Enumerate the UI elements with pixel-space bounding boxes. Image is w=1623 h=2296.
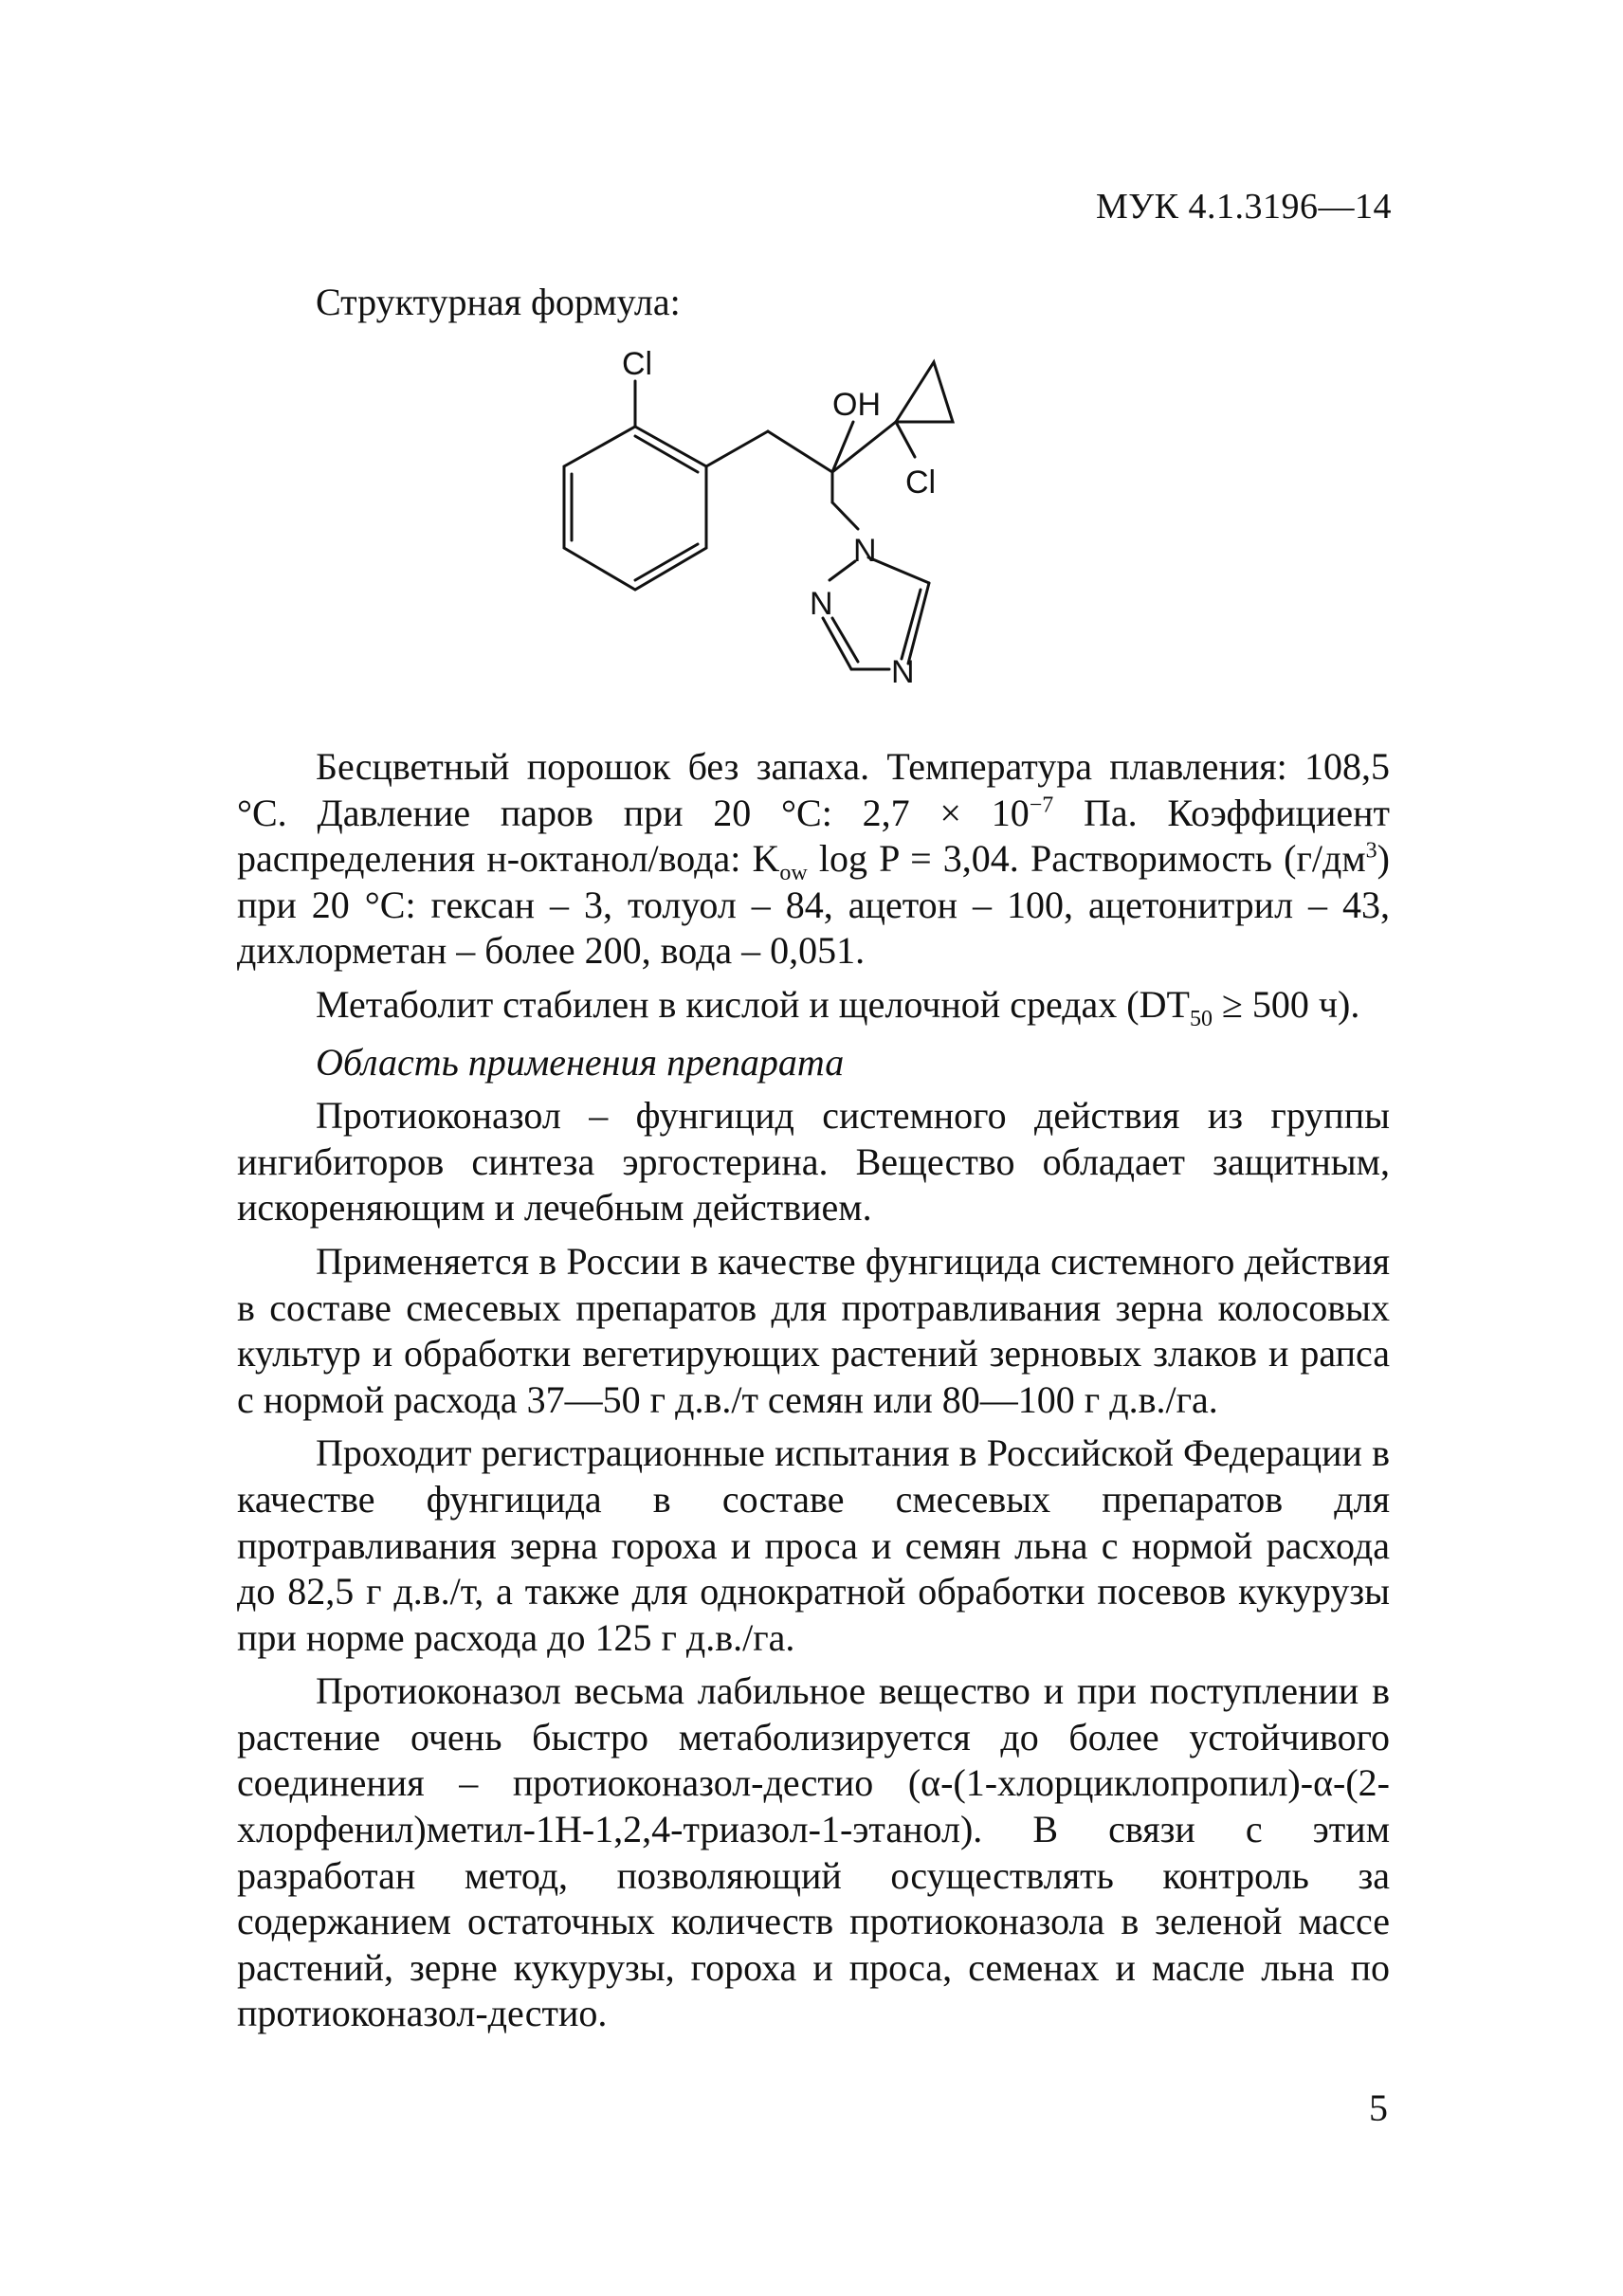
atom-n1: N bbox=[853, 533, 877, 569]
atom-oh: OH bbox=[832, 387, 881, 423]
body-text bbox=[237, 744, 1390, 2037]
structural-formula-label: Структурная формула: bbox=[316, 281, 681, 323]
structure-bonds bbox=[564, 362, 953, 669]
atom-cl-right: Cl bbox=[905, 465, 937, 501]
atom-n2: N bbox=[810, 586, 833, 622]
document-code: МУК 4.1.3196—14 bbox=[1095, 187, 1392, 227]
section-heading: Область применения препарата bbox=[316, 1040, 845, 1084]
properties-paragraph: Бесцветный порошок без запаха. Температура плавления: 108,5 °С. Давление паров при 20 °С: $2,7 \times 10^{-7}$ Па. Коэффициент распределения н-октанол/вода: $K_{ow}$ log P = 3,04. Растворимость $(г/дм^3)$ при 20 °С: гексан – 3, толуол – 84, ацетон – 100, ацетонитрил – 43, дихлорметан – более 200, вода – 0,051. bbox=[237, 745, 1390, 973]
paragraph-fungicide: Протиоконазол – фунгицид системного действия из группы ингибиторов синтеза эргостерина. Вещество обладает защитным, искореняющим и лечебным действием. bbox=[237, 1094, 1390, 1230]
paragraph-registration: Проходит регистрационные испытания в Российской Федерации в качестве фунгицида в составе смесевых препаратов для протравливания зерна гороха и проса и семян льна с нормой расхода до 82,5 г д.в./т, а также для однократной обработки посевов кукурузы при норме расхода до 125 г д.в./га. bbox=[237, 1431, 1390, 1659]
page-number: 5 bbox=[1369, 2086, 1388, 2129]
structure-atom-labels bbox=[622, 346, 936, 690]
atom-cl-top: Cl bbox=[622, 346, 653, 382]
paragraph-russia-use: Применяется в России в качестве фунгицида системного действия в составе смесевых препаратов для протравливания зерна колосовых культур и обработки вегетирующих растений зерновых злаков и рапса с нормой расхода 37—50 г д.в./т семян или 80—100 г д.в./га. bbox=[237, 1239, 1390, 1421]
structural-formula bbox=[531, 341, 1024, 702]
atom-n4: N bbox=[891, 654, 915, 690]
paragraph-metabolite: Протиоконазол весьма лабильное вещество и при поступлении в растение очень быстро метаболизируется до более устойчивого соединения – протиоконазол-дестио (α-(1-хлорциклопропил)-α-(2-хлорфенил)метил-1Н-1,2,4-триазол-1-этанол). В связи с этим разработан метод, позволяющий осуществлять контроль за содержанием остаточных количеств протиоконазола в зеленой массе растений, зерне кукурузы, гороха и проса, семенах и масле льна по протиоконазол-дестио. bbox=[237, 1669, 1390, 2035]
stability-paragraph: Метаболит стабилен в кислой и щелочной средах ($DT_{50} \ge 500$ ч). bbox=[316, 982, 1360, 1031]
